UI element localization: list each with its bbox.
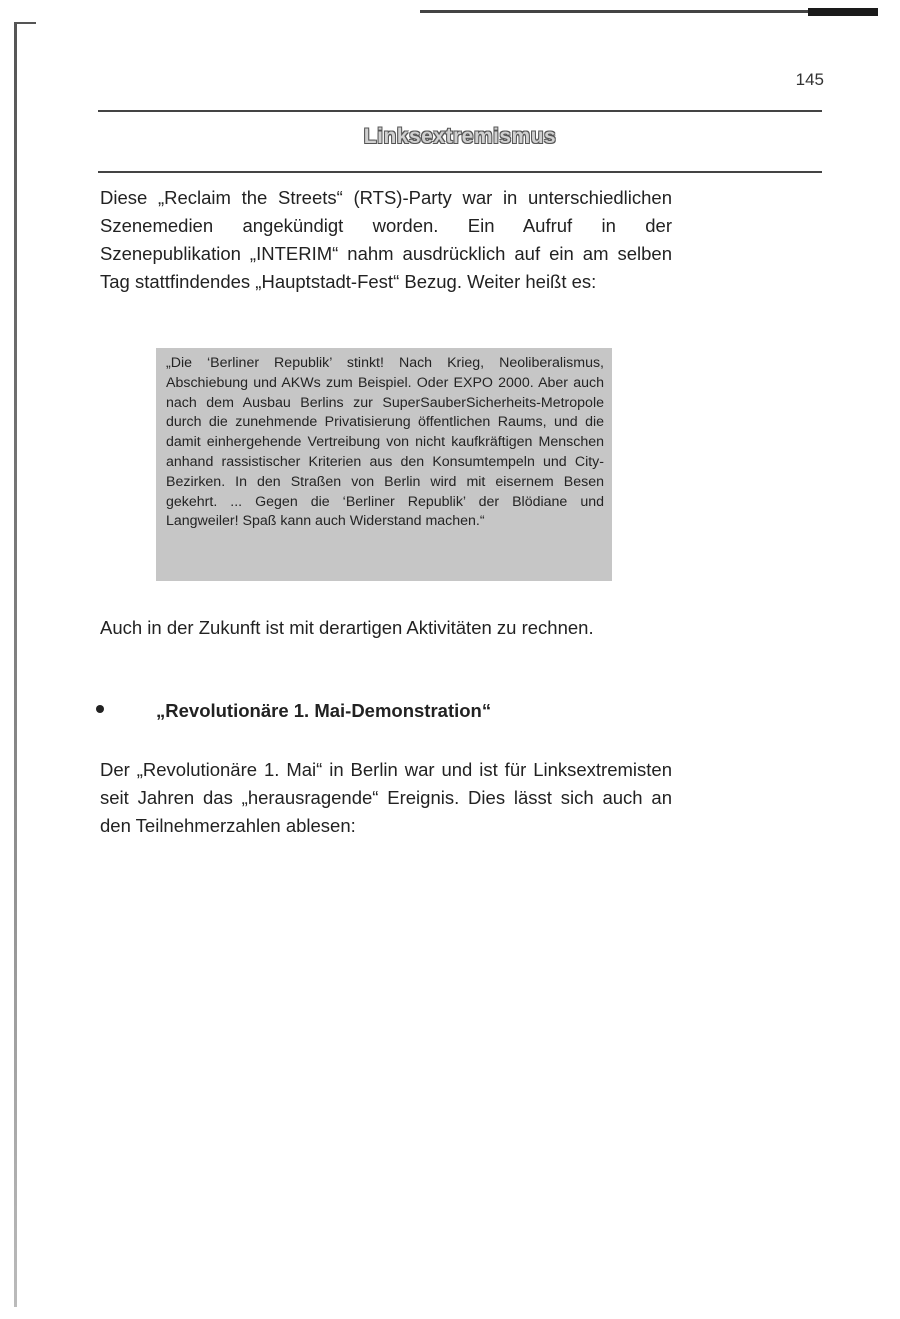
scan-edge-top-left	[14, 22, 36, 24]
quote-text: „Die ‘Berliner Republik’ stinkt! Nach Krieg, Neoliberalismus, Abschiebung und AKWs zum Beispiel. Oder EXPO 2000. Aber auch nach dem Ausbau Berlins zur SuperSauberSicherheits-Metropole durch die zunehmende Privatisierung öffentlichen Raums, und die damit einhergehende Vertreibung von nicht kaufkräftigen Menschen anhand rassistischer Kriterien aus den Konsumtempeln und City-Bezirken. In den Straßen von Berlin wird mit eisernem Besen gekehrt. ... Gegen die ‘Berliner Republik’ der Blödiane und Langweiler! Spaß kann auch Widerstand machen.“	[166, 355, 604, 530]
paragraph-intro: Diese „Reclaim the Streets“ (RTS)-Party war in unterschiedlichen Szenemedien angekündigt worden. Ein Aufruf in der Szenepublikation „INTERIM“ nahm ausdrücklich auf ein am selben Tag stattfindendes „Hauptstadt-Fest“ Bezug. Weiter heißt es:	[100, 187, 672, 292]
section-heading: „Revolutionäre 1. Mai-Demonstration“	[156, 700, 492, 721]
quote-box	[156, 348, 612, 581]
bullet-icon	[96, 705, 104, 713]
page-number: 145	[795, 70, 824, 89]
scan-edge-top-end	[808, 8, 878, 16]
paragraph-may-day: Der „Revolutionäre 1. Mai“ in Berlin war und ist für Linksextremisten seit Jahren das „herausragende“ Ereignis. Dies lässt sich auch an den Teilnehmerzahlen ablesen:	[100, 759, 672, 836]
header-rule-bottom	[98, 171, 822, 173]
paragraph-outlook: Auch in der Zukunft ist mit derartigen Aktivitäten zu rechnen.	[100, 617, 594, 638]
header-rule-top	[98, 110, 822, 112]
scan-edge-left	[14, 22, 17, 1307]
running-head: Linksextremismus	[363, 125, 557, 148]
